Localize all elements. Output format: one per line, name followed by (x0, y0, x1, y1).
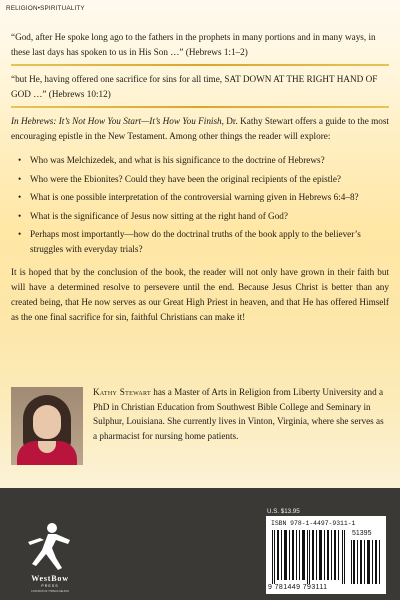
publisher-tagline: A DIVISION OF THOMAS NELSON (31, 590, 69, 593)
quote-divider (11, 64, 389, 66)
barcode-box (266, 516, 386, 594)
publisher-press: PRESS (41, 584, 59, 588)
runner-icon (18, 518, 80, 574)
list-item: • Perhaps most importantly—how do the doctrinal truths of the book apply to the believer’s struggles with everyday trials? (30, 227, 389, 256)
intro-paragraph (11, 114, 389, 144)
list-item: • Who was Melchizedek, and what is his significance to the doctrine of Hebrews? (30, 153, 389, 168)
cover-content (11, 30, 389, 325)
author-bio-text: has a Master of Arts in Religion from Liberty University and a PhD in Christian Education from Southwest Bible College and Seminary in Sulphur, Louisiana. She currently lives in Vinton, Virginia, where she serves as a pharmacist for nursing home patients. (93, 387, 384, 441)
publisher-logo (18, 518, 80, 596)
book-title: In Hebrews: It’s Not How You Start—It’s How You Finish (11, 116, 222, 126)
list-item: • What is the significance of Jesus now sitting at the right hand of God? (30, 209, 389, 224)
price-label: U.S. $13.95 (267, 508, 300, 515)
barcode-number: 9 781449 793111 (268, 584, 328, 591)
addon-barcode-icon (350, 530, 382, 584)
category-label: RELIGION•SPIRITUALITY (6, 5, 85, 12)
exploration-list (11, 153, 389, 257)
intro-text: , Dr. Kathy Stewart offers a guide to the most encouraging epistle in the New Testament. Among other things the reader will explore: (11, 116, 389, 141)
quote-hebrews-1: “God, after He spoke long ago to the fathers in the prophets in many portions and in many ways, in these last days has spoken to us in His Son …” (Hebrews 1:1–2) (11, 32, 376, 57)
author-bio (93, 385, 389, 443)
list-item: • Who were the Ebionites? Could they have been the original recipients of the epistle? (30, 172, 389, 187)
publisher-name: WestBow (31, 574, 69, 583)
conclusion-paragraph: It is hoped that by the conclusion of the book, the reader will not only have grown in their faith but will have a determined resolve to persevere until the end. Because Jesus Christ is better than any created being, that He now serves as our Great High Priest in heaven, and that He has offered Himself as the one final sacrifice for sin, faithful Christians can make it! (11, 266, 389, 322)
list-item: • What is one possible interpretation of the controversial warning given in Hebrews 6:4–8? (30, 190, 389, 205)
author-section (11, 387, 389, 467)
quote-divider (11, 106, 389, 108)
addon-number: 51395 (352, 530, 372, 537)
barcode-icon (270, 530, 348, 584)
author-photo (11, 387, 83, 465)
quote-hebrews-10: “but He, having offered one sacrifice for sins for all time, SAT DOWN AT THE RIGHT HAND OF GOD …” (Hebrews 10:12) (11, 74, 378, 99)
isbn-label: ISBN 978-1-4497-9311-1 (271, 520, 356, 527)
author-name: Kathy Stewart (93, 387, 151, 397)
